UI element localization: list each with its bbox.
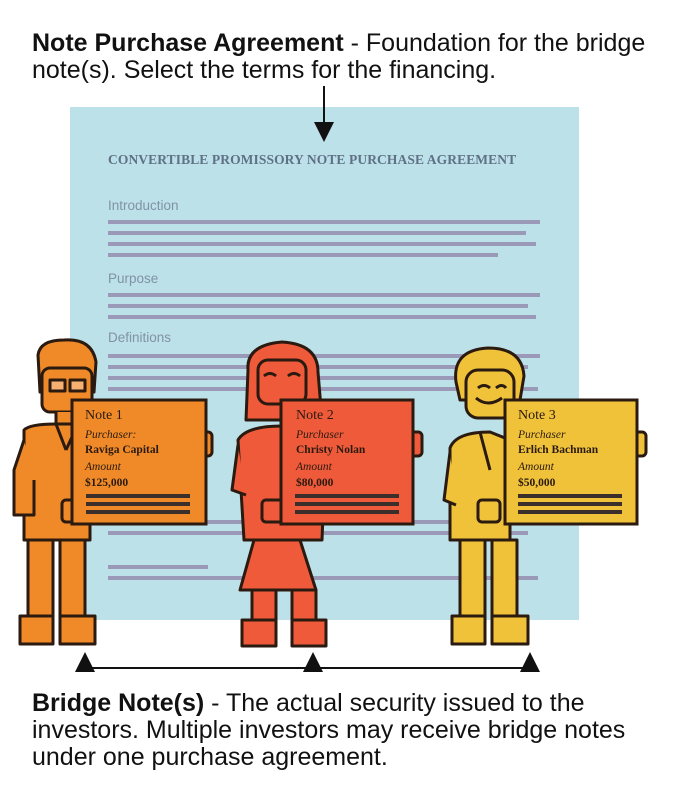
bottom-caption-text: - The actual security issued to the investors. Multiple investors may receive bridge notes under one purchase agreement.: [32, 689, 626, 771]
note-1-title: Note 1: [85, 408, 123, 423]
note-3-purchaser: Erlich Bachman: [518, 444, 599, 456]
bottom-caption: [32, 690, 672, 771]
note-3-purchaser-label: Purchaser: [518, 429, 566, 441]
note-2-purchaser-label: Purchaser: [296, 429, 344, 441]
note-3-title: Note 3: [518, 408, 556, 423]
top-caption-bold: Note Purchase Agreement: [32, 29, 344, 57]
note-1-lines: [86, 494, 190, 514]
note-2-lines: [295, 494, 399, 514]
note-2-purchaser: Christy Nolan: [296, 444, 366, 456]
note-2-amount-label: Amount: [296, 461, 332, 473]
bottom-caption-bold: Bridge Note(s): [32, 689, 205, 717]
note-2-title: Note 2: [296, 408, 334, 423]
top-caption-text: - Foundation for the bridge note(s). Select the terms for the financing.: [32, 29, 646, 84]
arrow-to-notes: [85, 662, 530, 668]
note-3-lines: [518, 494, 622, 514]
note-1-amount-label: Amount: [85, 461, 121, 473]
note-3-amount-label: Amount: [518, 461, 554, 473]
section-purpose: Purpose: [108, 271, 159, 286]
note-1-amount: $125,000: [85, 477, 129, 489]
note-1-purchaser-label: Purchaser:: [85, 429, 137, 441]
note-2-amount: $80,000: [296, 477, 334, 489]
note-1-purchaser: Raviga Capital: [85, 444, 159, 456]
document-title: CONVERTIBLE PROMISSORY NOTE PURCHASE AGREEMENT: [108, 152, 517, 167]
section-introduction: Introduction: [108, 198, 179, 213]
note-3-amount: $50,000: [518, 477, 556, 489]
section-definitions: Definitions: [108, 330, 172, 345]
